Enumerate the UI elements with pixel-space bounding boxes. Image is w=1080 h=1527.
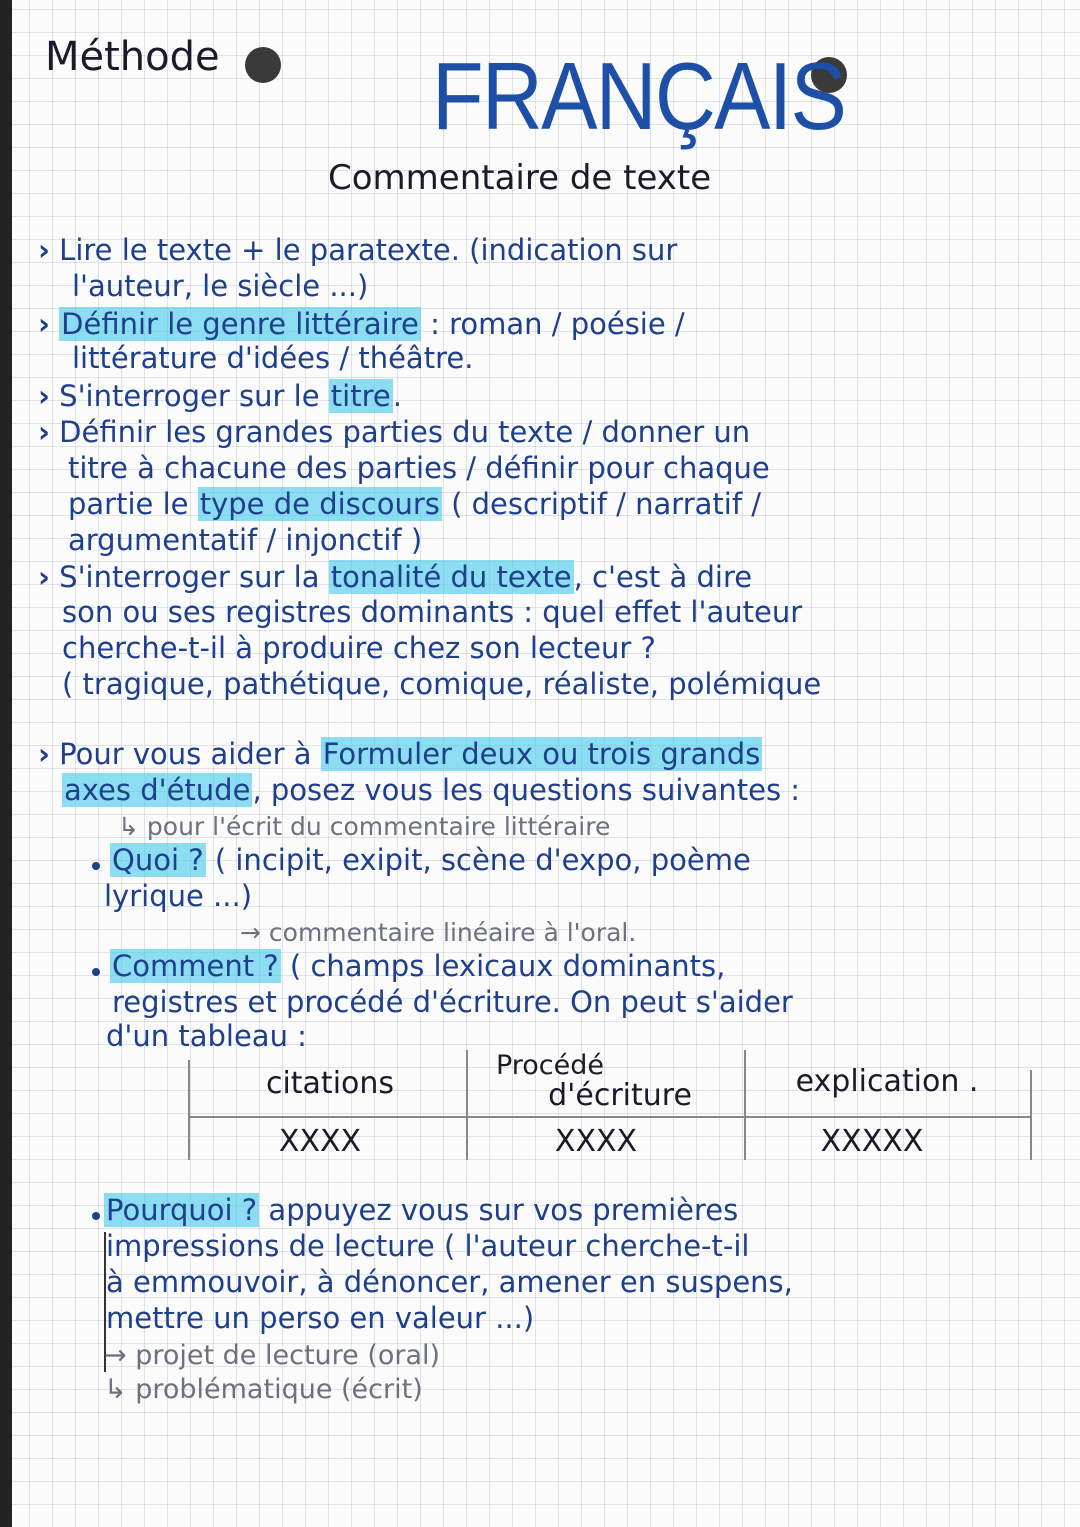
outcome-oral-text: projet de lecture (oral)	[135, 1340, 441, 1371]
step-4-text: Définir les grandes parties du texte / donner un	[59, 415, 751, 449]
outcome-written	[104, 1376, 423, 1403]
table-cell: XXXX	[278, 1124, 362, 1159]
axes-intro-line2	[62, 773, 801, 807]
table-header-procede: Procédé	[495, 1050, 605, 1081]
axes-intro	[38, 737, 762, 771]
table-cell: XXXX	[554, 1124, 638, 1159]
arrow-icon: ›	[38, 379, 50, 413]
comment-line2: registres et procédé d'écriture. On peut s'aider	[112, 985, 793, 1019]
pourquoi-text: appuyez vous sur vos premières	[259, 1193, 739, 1227]
method-label: Méthode	[45, 34, 220, 80]
step-1-title: Lire le texte	[59, 233, 232, 267]
axes-highlight-1: Formuler deux ou trois grands	[322, 737, 761, 771]
step-4-line2: titre à chacune des parties / définir pour chaque	[68, 451, 770, 485]
arrow-icon: ›	[38, 415, 50, 449]
axes-intro-text: Pour vous aider à	[59, 737, 321, 771]
step-2-line2: littérature d'idées / théâtre.	[72, 341, 474, 375]
arrow-right-icon: →	[240, 918, 269, 947]
axes-highlight-2: axes d'étude	[64, 773, 251, 807]
bullet-icon	[92, 1212, 100, 1220]
arrow-icon: ›	[38, 233, 50, 267]
step-3	[38, 379, 402, 413]
quoi-text: ( incipit, exipit, scène d'expo, poème	[205, 843, 751, 877]
table-header-explication: explication .	[795, 1064, 979, 1099]
quoi-item	[110, 843, 751, 877]
written-note-text: pour l'écrit du commentaire littéraire	[146, 812, 611, 841]
quoi-line2: lyrique ...)	[104, 879, 253, 913]
pourquoi-item	[104, 1193, 739, 1227]
page-subtitle: Commentaire de texte	[328, 158, 712, 198]
bullet-icon	[92, 862, 100, 870]
pourquoi-highlight: Pourquoi ?	[106, 1193, 258, 1227]
page-title: FRANÇAIS	[432, 43, 846, 150]
step-4-line3	[68, 487, 762, 521]
table-header-citations: citations	[265, 1066, 395, 1101]
outcome-written-text: problématique (écrit)	[135, 1374, 423, 1405]
bullet-icon	[92, 968, 100, 976]
step-3-suffix: .	[392, 379, 402, 413]
pourquoi-line3: à emmouvoir, à dénoncer, amener en suspens,	[106, 1265, 793, 1299]
comment-highlight: Comment ?	[112, 949, 279, 983]
oral-note-text: commentaire linéaire à l'oral.	[268, 918, 637, 947]
binder-edge	[0, 0, 12, 1527]
table-divider	[1030, 1070, 1032, 1160]
step-5	[38, 560, 753, 594]
step-1-text: + le paratexte. (indication sur	[231, 233, 678, 267]
step-5-highlight: tonalité du texte	[330, 560, 572, 594]
corner-arrow-icon: ↳	[118, 812, 147, 841]
step-1	[38, 233, 678, 267]
step-2	[38, 307, 685, 341]
step-4-highlight: type de discours	[199, 487, 440, 521]
arrow-icon: ›	[38, 560, 50, 594]
step-2-text: : roman / poésie /	[420, 307, 685, 341]
comment-text: ( champs lexicaux dominants,	[280, 949, 726, 983]
outcome-oral	[104, 1342, 440, 1369]
table-header-ecriture: d'écriture	[548, 1078, 692, 1113]
step-4	[38, 415, 751, 449]
step-2-highlight: Définir le genre littéraire	[61, 307, 419, 341]
step-4-line3-rest: ( descriptif / narratif /	[441, 487, 762, 521]
pourquoi-line2: impressions de lecture ( l'auteur cherche-t-il	[106, 1229, 750, 1263]
comment-item	[110, 949, 726, 983]
table-cell: XXXXX	[820, 1124, 924, 1159]
arrow-icon: ›	[38, 737, 50, 771]
step-3-highlight: titre	[330, 379, 391, 413]
arrow-right-icon: →	[104, 1340, 136, 1371]
step-5-rest: , c'est à dire	[573, 560, 753, 594]
step-5-line4: ( tragique, pathétique, comique, réaliste, polémique	[62, 667, 822, 701]
table-divider	[188, 1060, 190, 1160]
arrow-icon: ›	[38, 307, 50, 341]
axes-intro-rest: , posez vous les questions suivantes :	[252, 773, 801, 807]
pourquoi-line4: mettre un perso en valeur ...)	[106, 1301, 535, 1335]
quoi-highlight: Quoi ?	[112, 843, 204, 877]
step-5-line2: son ou ses registres dominants : quel effet l'auteur	[62, 595, 803, 629]
step-4-line4: argumentatif / injonctif )	[68, 523, 423, 557]
oral-note	[240, 920, 636, 945]
punch-hole-left	[245, 47, 281, 83]
step-1-line2: l'auteur, le siècle ...)	[72, 269, 369, 303]
step-3-text: S'interroger sur le	[59, 379, 329, 413]
table-header-rule	[188, 1116, 1032, 1118]
table-divider	[466, 1050, 468, 1160]
step-5-text: S'interroger sur la	[59, 560, 329, 594]
comment-line3: d'un tableau :	[106, 1019, 307, 1053]
step-5-line3: cherche-t-il à produire chez son lecteur ?	[62, 631, 656, 665]
step-4-line3-text: partie le	[68, 487, 198, 521]
corner-arrow-icon: ↳	[104, 1374, 136, 1405]
written-note	[118, 814, 610, 839]
table-divider	[744, 1050, 746, 1160]
